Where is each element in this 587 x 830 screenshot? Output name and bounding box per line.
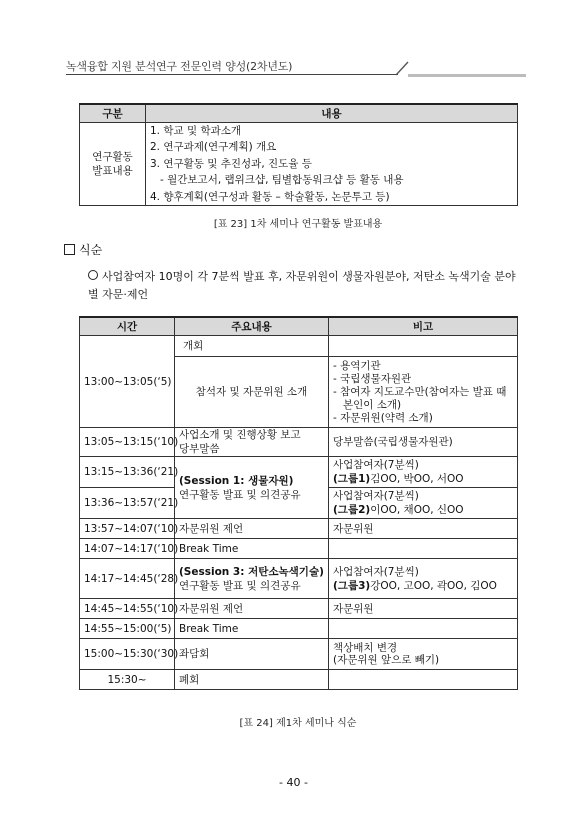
table-header-row: [80, 317, 518, 336]
content-cell: 자문위원 제언: [175, 519, 329, 539]
note-line: 사업참여자(7분씩): [333, 565, 419, 578]
list-subitem: - 월간보고서, 랩위크샵, 팀별합동워크샵 등 활동 내용: [160, 174, 404, 187]
row-label-cell: [80, 123, 146, 206]
content-cell: [175, 336, 329, 357]
participant-names: 이OO, 채OO, 신OO: [370, 504, 464, 516]
list-item: 3. 연구활동 및 추진성과, 진도율 등: [150, 157, 312, 170]
content-line: 연구활동 발표 및 의견공유: [179, 579, 301, 592]
note-cell: [329, 457, 518, 488]
table-header-row: [80, 104, 518, 123]
content-line: 사업소개 및 진행상황 보고: [179, 429, 301, 441]
time-cell: 14:55~15:00(‘5): [80, 619, 175, 639]
seminar-program-table: [79, 316, 518, 690]
participant-names: 강OO, 고OO, 곽OO, 김OO: [370, 579, 497, 592]
content-line: 당부말씀: [179, 443, 220, 455]
time-cell: 13:57~14:07(‘10): [80, 519, 175, 539]
list-item: 2. 연구과제(연구계획) 개요: [150, 141, 277, 154]
time-cell: 15:30~: [80, 670, 175, 690]
group-label: (그룹3): [333, 579, 371, 592]
column-header: 구분: [80, 104, 146, 123]
content-text: 개회: [183, 340, 204, 352]
note-cell: [329, 357, 518, 428]
header-title: 녹색융합 지원 분석연구 전문인력 양성(2차년도): [66, 60, 293, 73]
group-label: (그룹1): [333, 473, 371, 485]
table-row: [80, 599, 518, 619]
row-label-line: 연구활동: [92, 151, 133, 164]
note-cell: [329, 336, 518, 357]
section-heading: [64, 241, 102, 258]
table-caption: [표 24] 제1차 세미나 식순: [239, 718, 357, 729]
table-row: [80, 457, 518, 488]
time-cell: 14:07~14:17(‘10): [80, 539, 175, 559]
table-row: [80, 559, 518, 599]
time-cell: 13:15~13:36(‘21): [80, 457, 175, 488]
list-item: 4. 향후계획(연구성과 활동 – 학술활동, 논문투고 등): [150, 190, 390, 203]
content-cell: 참석자 및 자문위원 소개: [175, 357, 329, 428]
participant-names: 김OO, 박OO, 서OO: [370, 473, 464, 485]
table-row: [80, 336, 518, 357]
row-label-line: 발표내용: [92, 165, 133, 178]
note-line: - 국립생물자원관: [333, 372, 412, 385]
note-cell: [329, 539, 518, 559]
content-cell: [146, 123, 518, 206]
running-header: [66, 58, 524, 78]
group-label: (그룹2): [333, 504, 371, 516]
note-cell: [329, 619, 518, 639]
content-cell: [175, 428, 329, 457]
note-cell: 자문위원: [329, 519, 518, 539]
table-row: [80, 619, 518, 639]
description-paragraph: [88, 268, 520, 304]
note-line: - 용역기관: [333, 359, 381, 372]
paragraph-text: 사업참여자 10명이 각 7분씩 발표 후, 자문위원이 생물자원분야, 저탄소 녹색기술 분야별 자문·제언: [88, 270, 516, 301]
note-cell: 자문위원: [329, 599, 518, 619]
content-cell: Break Time: [175, 539, 329, 559]
table-row: [80, 539, 518, 559]
time-cell: 13:00~13:05(‘5): [80, 336, 175, 428]
note-line: - 자문위원(약력 소개): [333, 411, 433, 424]
column-header: 주요내용: [175, 317, 329, 336]
column-header: 시간: [80, 317, 175, 336]
header-tail-bar: [408, 74, 526, 77]
time-cell: 13:05~13:15(‘10): [80, 428, 175, 457]
header-rule: [66, 74, 398, 75]
column-header: 내용: [146, 104, 518, 123]
table-row: [80, 428, 518, 457]
table-caption: [표 23] 1차 세미나 연구활동 발표내용: [213, 219, 383, 230]
content-cell: 좌담회: [175, 639, 329, 670]
circle-bullet-icon: [88, 270, 98, 280]
table-row: [80, 519, 518, 539]
table-row: [80, 670, 518, 690]
note-line: - 참여자 지도교수만(참여자는 발표 때 본인이 소개): [333, 385, 507, 411]
time-cell: 13:36~13:57(‘21): [80, 488, 175, 519]
time-cell: 14:17~14:45(‘28): [80, 559, 175, 599]
note-cell: [329, 670, 518, 690]
table-row: [80, 123, 518, 206]
column-header: 비고: [329, 317, 518, 336]
time-cell: 15:00~15:30(‘30): [80, 639, 175, 670]
list-item: 1. 학교 및 학과소개: [150, 125, 242, 137]
content-cell: 폐회: [175, 670, 329, 690]
note-cell: [329, 559, 518, 599]
square-bullet-icon: [64, 244, 75, 255]
note-cell: [329, 639, 518, 670]
note-line: 사업참여자(7분씩): [333, 459, 419, 471]
note-line: 사업참여자(7분씩): [333, 490, 419, 502]
content-cell: [175, 457, 329, 519]
note-line: 책상배치 변경: [333, 642, 398, 654]
note-cell: [329, 488, 518, 519]
section-heading-text: 식순: [79, 243, 103, 257]
table-row: [80, 639, 518, 670]
page-number: - 40 -: [279, 776, 308, 789]
research-presentation-table: [79, 103, 518, 206]
content-cell: 자문위원 제언: [175, 599, 329, 619]
note-line: (자문위원 앞으로 빼기): [333, 654, 440, 666]
content-line: 연구활동 발표 및 의견공유: [179, 488, 301, 501]
time-cell: 14:45~14:55(‘10): [80, 599, 175, 619]
session-title: (Session 1: 생물자원): [179, 474, 294, 487]
note-cell: 당부말씀(국립생물자원관): [329, 428, 518, 457]
content-cell: [175, 559, 329, 599]
content-cell: Break Time: [175, 619, 329, 639]
session-title: (Session 3: 저탄소녹색기술): [179, 565, 324, 578]
